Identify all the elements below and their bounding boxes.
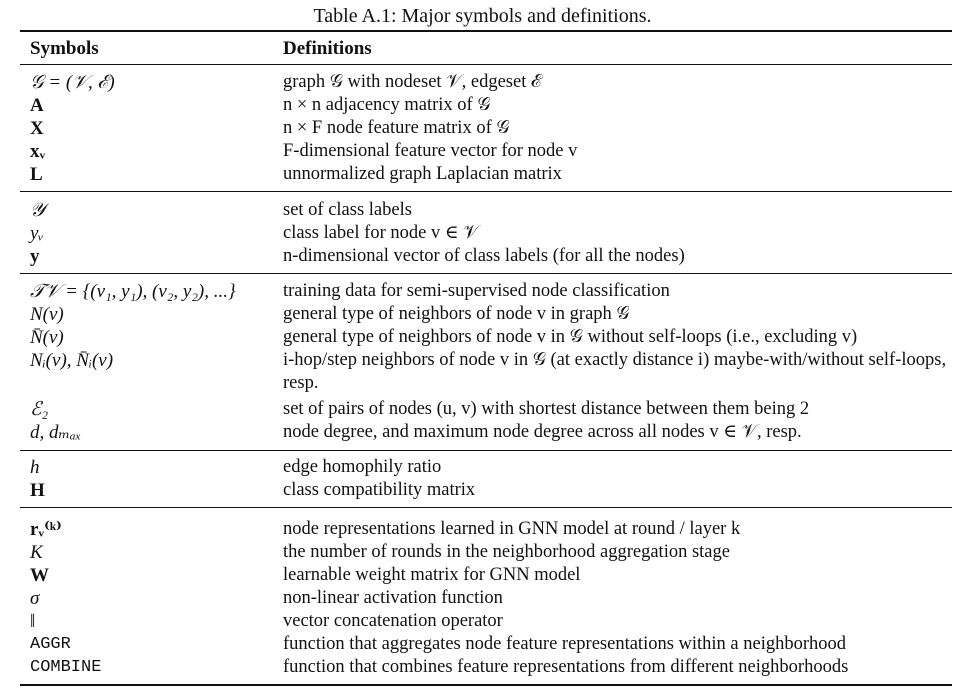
definition-cell: F-dimensional feature vector for node v bbox=[283, 141, 578, 161]
definition-cell: training data for semi-supervised node classification bbox=[283, 281, 670, 301]
definition-cell: edge homophily ratio bbox=[283, 457, 442, 477]
group-rule bbox=[20, 273, 952, 274]
group-rule bbox=[20, 191, 952, 192]
symbol-cell: ‖ bbox=[30, 611, 36, 632]
table-row bbox=[0, 610, 965, 633]
definition-cell: class compatibility matrix bbox=[283, 480, 476, 500]
table-row bbox=[0, 633, 965, 656]
symbol-cell: N(v) bbox=[30, 304, 64, 325]
definition-cell: i-hop/step neighbors of node v in 𝒢 (at exactly distance i) maybe-with/without self-loops, resp. bbox=[283, 350, 947, 393]
symbol-cell: ℰ₂ bbox=[30, 399, 49, 420]
table-row bbox=[0, 199, 965, 222]
table-row bbox=[0, 94, 965, 117]
table-row bbox=[0, 326, 965, 349]
table-row bbox=[0, 587, 965, 610]
table-row bbox=[0, 280, 965, 303]
table-row bbox=[0, 71, 965, 94]
definition-cell: n × n adjacency matrix of 𝒢 bbox=[283, 95, 491, 115]
bottom-rule bbox=[20, 684, 952, 686]
symbol-cell: h bbox=[30, 457, 40, 478]
group-rule bbox=[20, 507, 952, 508]
symbol-cell: X bbox=[30, 118, 44, 139]
symbol-cell: yᵥ bbox=[30, 223, 44, 244]
symbol-cell: xᵥ bbox=[30, 141, 46, 162]
definition-cell: class label for node v ∈ 𝒱 bbox=[283, 223, 479, 243]
definition-cell: general type of neighbors of node v in 𝒢 without self-loops (i.e., excluding v) bbox=[283, 327, 858, 347]
definition-cell: non-linear activation function bbox=[283, 588, 503, 608]
symbol-cell: N̄(v) bbox=[30, 327, 64, 348]
symbol-cell: A bbox=[30, 95, 44, 116]
symbol-cell: 𝒢 = (𝒱, ℰ) bbox=[30, 72, 115, 93]
symbol-cell: AGGR bbox=[30, 635, 71, 654]
symbol-cell: σ bbox=[30, 588, 40, 609]
table-row bbox=[0, 541, 965, 564]
definition-cell: the number of rounds in the neighborhood aggregation stage bbox=[283, 542, 730, 562]
table-row bbox=[0, 245, 965, 268]
header-rule bbox=[20, 64, 952, 65]
header-definitions: Definitions bbox=[283, 38, 372, 59]
definition-cell: node representations learned in GNN model at round / layer k bbox=[283, 519, 741, 539]
definition-cell: function that aggregates node feature representations within a neighborhood bbox=[283, 634, 847, 654]
definition-cell: unnormalized graph Laplacian matrix bbox=[283, 164, 562, 184]
definition-cell: function that combines feature representations from different neighborhoods bbox=[283, 657, 849, 677]
symbol-cell: 𝒯𝒱 = {(v₁, y₁), (v₂, y₂), ...} bbox=[30, 281, 236, 302]
header-symbols: Symbols bbox=[30, 38, 99, 59]
table-row bbox=[0, 656, 965, 679]
table-row bbox=[0, 117, 965, 140]
table-row bbox=[0, 421, 965, 444]
definition-cell: vector concatenation operator bbox=[283, 611, 503, 631]
definition-cell: set of class labels bbox=[283, 200, 412, 220]
symbol-cell: COMBINE bbox=[30, 658, 102, 677]
symbol-cell: W bbox=[30, 565, 49, 586]
symbol-cell: L bbox=[30, 164, 43, 185]
symbol-cell: H bbox=[30, 480, 45, 501]
definition-cell: node degree, and maximum node degree across all nodes v ∈ 𝒱, resp. bbox=[283, 422, 802, 442]
table-row bbox=[0, 564, 965, 587]
table-row bbox=[0, 349, 965, 395]
table-row bbox=[0, 456, 965, 479]
table-row bbox=[0, 398, 965, 421]
top-rule bbox=[20, 30, 952, 32]
definition-cell: learnable weight matrix for GNN model bbox=[283, 565, 581, 585]
table-row bbox=[0, 479, 965, 502]
symbol-cell: Nᵢ(v), N̄ᵢ(v) bbox=[30, 350, 114, 371]
table-row bbox=[0, 303, 965, 326]
definition-cell: general type of neighbors of node v in graph 𝒢 bbox=[283, 304, 630, 324]
table-row bbox=[0, 140, 965, 163]
definition-cell: graph 𝒢 with nodeset 𝒱, edgeset ℰ bbox=[283, 72, 542, 92]
table-row bbox=[0, 163, 965, 186]
symbol-cell: 𝒴 bbox=[30, 200, 45, 221]
table-row bbox=[0, 222, 965, 245]
definition-cell: n-dimensional vector of class labels (for all the nodes) bbox=[283, 246, 685, 266]
table-caption: Table A.1: Major symbols and definitions. bbox=[313, 5, 652, 27]
symbol-cell: rᵥ⁽ᵏ⁾ bbox=[30, 519, 62, 540]
symbol-cell: d, dₘₐₓ bbox=[30, 422, 82, 443]
definition-cell: set of pairs of nodes (u, v) with shortest distance between them being 2 bbox=[283, 399, 810, 419]
table-row bbox=[0, 518, 965, 541]
symbol-cell: K bbox=[30, 542, 43, 563]
symbol-cell: y bbox=[30, 246, 40, 267]
definition-cell: n × F node feature matrix of 𝒢 bbox=[283, 118, 510, 138]
group-rule bbox=[20, 450, 952, 451]
